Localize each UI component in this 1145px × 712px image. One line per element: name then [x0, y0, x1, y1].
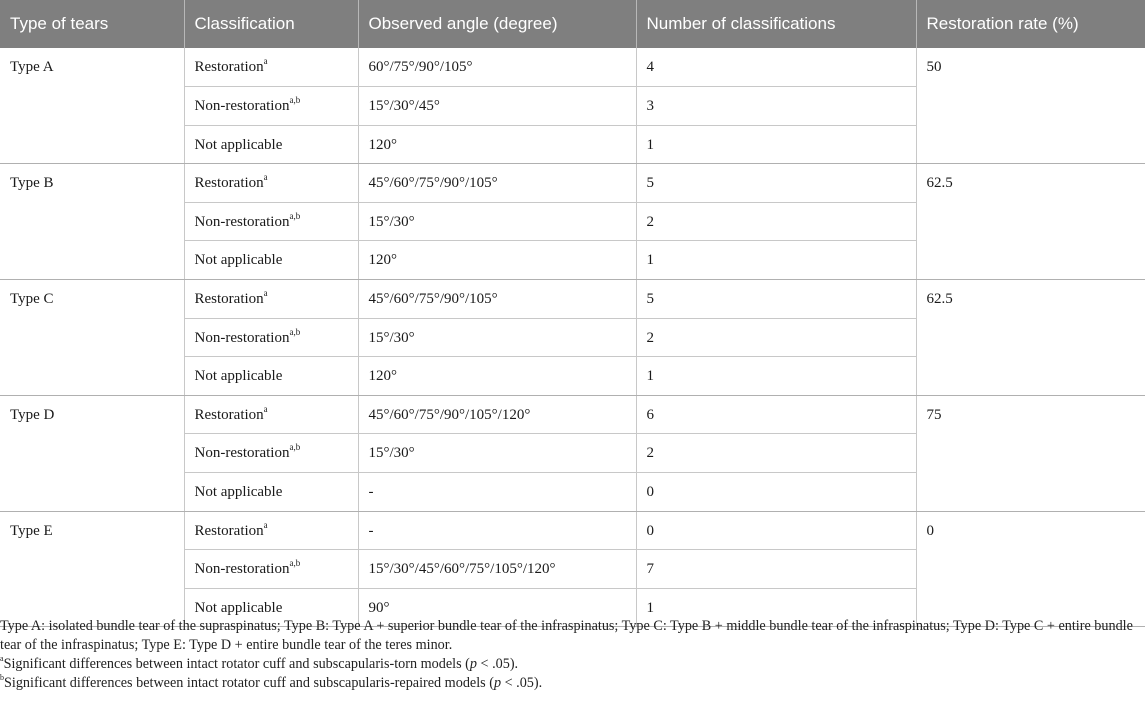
table-row	[0, 48, 1145, 87]
footnote-text: Significant differences between intact rotator cuff and subscapularis-repaired models (	[4, 675, 494, 691]
classification-label: Not applicable	[194, 599, 283, 616]
significance-superscript: a	[263, 56, 268, 66]
tear-type-cell: Type B	[0, 164, 184, 280]
table-row	[0, 164, 1145, 203]
classification-cell	[184, 164, 358, 203]
classification-count-cell: 5	[636, 280, 916, 319]
classification-count-cell: 4	[636, 48, 916, 87]
observed-angle-cell: 15°/30°	[358, 202, 636, 241]
significance-superscript: a	[263, 172, 268, 183]
footnote-mark: b	[0, 673, 4, 683]
classification-label: Non-restoration	[194, 98, 290, 115]
header-type-of-tears: Type of tears	[0, 0, 184, 48]
observed-angle-cell: 15°/30°/45°	[358, 87, 636, 126]
footnote-text: < .05).	[476, 656, 519, 672]
classification-count-cell: 6	[636, 395, 916, 434]
observed-angle-cell: 120°	[358, 241, 636, 280]
classification-cell	[184, 48, 358, 87]
observed-angle-cell: 45°/60°/75°/90°/105°/120°	[358, 395, 636, 434]
header-observed-angle: Observed angle (degree)	[358, 0, 636, 48]
type-legend-note: Type A: isolated bundle tear of the supraspinatus; Type B: Type A + superior bundle tear of the infraspinatus; Type C: Type B + middle bundle tear of the infraspinatus; Type D: Type C + entire bundle tear of the infraspinatus; Type E: Type D + entire bundle tear of the teres minor.	[0, 618, 1133, 653]
classification-cell	[184, 125, 358, 164]
classification-label: Non-restoration	[194, 445, 290, 462]
significance-superscript: a,b	[289, 442, 301, 453]
significance-superscript: a,b	[289, 326, 301, 337]
classification-cell	[184, 473, 358, 512]
classification-count-cell: 0	[636, 511, 916, 550]
observed-angle-cell: 90°	[358, 588, 636, 627]
classification-count-cell: 0	[636, 473, 916, 512]
restoration-rate-cell: 0	[916, 511, 1145, 627]
tear-type-cell: Type C	[0, 280, 184, 396]
classification-count-cell: 2	[636, 202, 916, 241]
classification-count-cell: 3	[636, 87, 916, 126]
classification-count-cell: 1	[636, 241, 916, 280]
classification-label: Non-restoration	[194, 329, 290, 346]
footnote-mark: a	[0, 654, 4, 664]
observed-angle-cell: -	[358, 473, 636, 512]
p-symbol: p	[469, 656, 477, 672]
classification-label: Not applicable	[194, 484, 283, 501]
classification-count-cell: 2	[636, 434, 916, 473]
observed-angle-cell: 15°/30°	[358, 434, 636, 473]
classification-label: Restoration	[194, 175, 264, 192]
table-row	[0, 395, 1145, 434]
observed-angle-cell: 120°	[358, 357, 636, 396]
header-classification: Classification	[184, 0, 358, 48]
observed-angle-cell: 60°/75°/90°/105°	[358, 48, 636, 87]
table-row	[0, 511, 1145, 550]
observed-angle-cell: 15°/30°	[358, 318, 636, 357]
header-number-of-classifications: Number of classifications	[636, 0, 916, 48]
classification-label: Restoration	[194, 59, 264, 75]
observed-angle-cell: 45°/60°/75°/90°/105°	[358, 164, 636, 203]
classification-count-cell: 1	[636, 357, 916, 396]
table-row	[0, 280, 1145, 319]
classification-cell	[184, 434, 358, 473]
restoration-rate-cell: 75	[916, 395, 1145, 511]
classification-label: Not applicable	[194, 368, 283, 385]
footnote-a	[0, 655, 1140, 674]
p-symbol: p	[493, 675, 502, 691]
classification-count-cell: 1	[636, 588, 916, 627]
classification-count-cell: 2	[636, 318, 916, 357]
restoration-rate-cell: 50	[916, 48, 1145, 164]
classification-label: Restoration	[194, 291, 264, 308]
table-header-row	[0, 0, 1145, 48]
classification-cell	[184, 318, 358, 357]
tear-type-cell: Type A	[0, 48, 184, 164]
classification-count-cell: 7	[636, 550, 916, 589]
significance-superscript: a,b	[289, 210, 301, 221]
table-notes	[0, 617, 1140, 693]
classification-cell	[184, 241, 358, 280]
observed-angle-cell: -	[358, 511, 636, 550]
restoration-rate-cell: 62.5	[916, 164, 1145, 280]
classification-cell	[184, 357, 358, 396]
classification-cell	[184, 550, 358, 589]
classification-cell	[184, 87, 358, 126]
footnote-text: < .05).	[501, 675, 543, 691]
classification-label: Not applicable	[194, 136, 283, 153]
classification-cell	[184, 280, 358, 319]
observed-angle-cell: 120°	[358, 125, 636, 164]
classification-label: Restoration	[194, 522, 264, 539]
significance-superscript: a	[263, 519, 268, 530]
observed-angle-cell: 45°/60°/75°/90°/105°	[358, 280, 636, 319]
restoration-rate-cell: 62.5	[916, 280, 1145, 396]
classification-label: Non-restoration	[194, 561, 290, 578]
significance-superscript: a,b	[289, 558, 301, 569]
tear-type-cell: Type E	[0, 511, 184, 627]
observed-angle-cell: 15°/30°/45°/60°/75°/105°/120°	[358, 550, 636, 589]
significance-superscript: a,b	[289, 95, 301, 106]
significance-superscript: a	[263, 403, 268, 414]
classification-cell	[184, 395, 358, 434]
classification-label: Non-restoration	[194, 213, 290, 230]
classification-count-cell: 1	[636, 125, 916, 164]
classification-label: Restoration	[194, 406, 264, 423]
header-restoration-rate: Restoration rate (%)	[916, 0, 1145, 48]
significance-superscript: a	[263, 288, 268, 299]
footnote-text: Significant differences between intact rotator cuff and subscapularis-torn models (	[3, 656, 470, 672]
classification-label: Not applicable	[194, 252, 283, 269]
tear-type-cell: Type D	[0, 395, 184, 511]
classification-count-cell: 5	[636, 164, 916, 203]
footnote-b	[0, 674, 1140, 693]
classification-cell	[184, 511, 358, 550]
classification-cell	[184, 202, 358, 241]
